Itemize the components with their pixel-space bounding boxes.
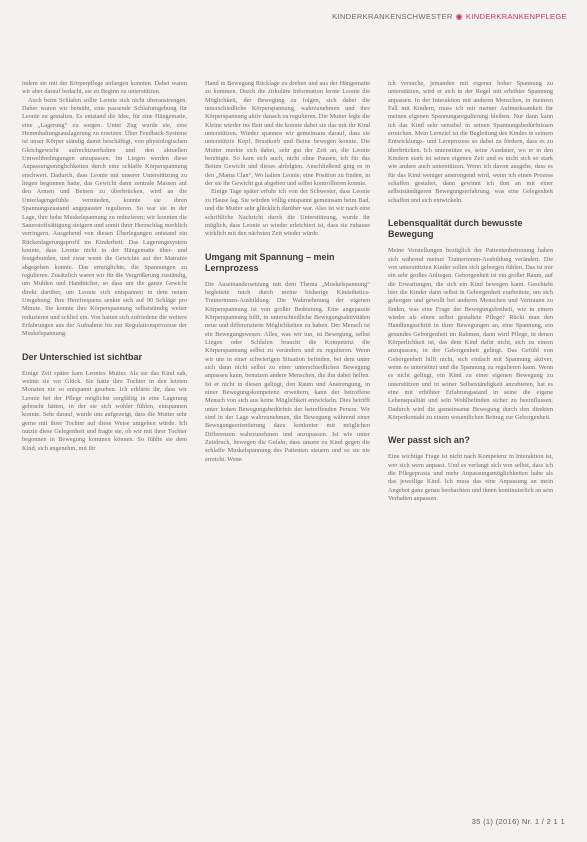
- body-paragraph: Meine Vorstellungen bezüglich der Patientenbetreuung haben sich während meiner Trainerinnen-Ausbildung verändert. Die von unterstützten Kinder sollen sich geborgen fühlen. Das ist mir ein sehr großes Anliegen. Geborgenheit ist ein großer Raum, auf die Erwartungen, die sich ein Kind bewegen kann. Geschieht hier die Kinder dann selbst in Geborgenheit erarbeitete, um sich geborgen und gewollt bei anderen Menschen und Vertrauen zu finden, was eine Frage der Bewegungsfreiheit, wie in einem wieder als einen selbst gestaltete Pflege? Rückt man den Handlungsschritt in ihrer Bewegungen an, eine Spannung, ein gesundes Geborgenheit im Rahmen, dann wird Pflege, in denen Körperlichkeit ist, das dem Kind dafür nicht, sich zu einem anzupassen, in der Geborgenheit gelingt. Das Gefühl von Geborgenheit hilft nicht, sich einfach mit Spannung aktiver, wenn es unterstützt und die Spannung zu regulieren kann. Wenn es nicht gelingt, ein Kind zu einer eigenen Bewegung zu unterstützen und in seiner Selbstständigkeit anzubieten, hat es eine mit erhöhter Erfahrungsstand in seine die eigene Lebensqualität und sein Wohlbefinden sicher zu beeinflussen. Dadurch wird die gemeinsame Bewegung durch den direkten Körperkontakt zu einem wesentlichen Beitrag zur Geborgenheit.: [388, 247, 553, 422]
- body-paragraph: Auch beim Schlafen sollte Leonie sich nicht überanstrengen. Daher waren wir bemüht, eine passende Schlafumgebung für Leonie zu gestalten. Es entstand die Idee, für eine Hängematte, eine „Lagerung“ zu sorgen. Unter Zug wurde sie, eine Hemmhaltungsauslagerung zu ersetzen. Über Feedback-Systeme ist unser Körper ständig damit beschäftigt, von physiologischen Gleichgewicht aufrechtzuerhalten und den aktuellen Umweltbedingungen anzupassen. Im Liegen werden diese Anpassungsmöglichkeiten durch eine schlaffe Körperspannung erschwert. Dadurch, dass Leonie mit unserer Unterstützung zu liegen begonnen hatte, das Gewicht dann zentrale Massen auf den Armen und Beinen zu überbrücken, wird an die Unterlagengefühle vermieden, konnte sie ihren Spannungszustand angepasster regulieren. So war sie in der Lage, ihre hohe Muskelspannung zu reduzieren; wir konnten die Sauerstoffsättigung steigern und somit ihrer Herzschlag merklich verringern. Ausgehend von diesen Überlegungen entstand ein Rückenlagerungsprofil im Kinderbett. Das Lagerungssystem konnte, dass Leonie nicht in der Hängematte über- und festgebunden, und zwar wenn die Gewichte auf der Matratze abgegeben konnte. Das ermöglichte, die Spannungen zu regulieren. Zusätzlich waren wir für die Vergrößerung zuständig, um Mulden und Handtücher, so dass um die ganze Gewicht direkt darüber, um Leonie sich entspannen in dem neuen Umgebung. Ihre Herzfrequenz senkte sich auf 90 Schläge pro Minute. Sie konnte ihre Körperspannung selbstständig weiter reduzieren und schlief ein. Von hatten sich zufriedene die weitere Erfahrungen aus der Aufnahme bis zur Regulationsprozesse der Muskelspannung.: [22, 96, 187, 338]
- body-paragraph: Eine wichtige Frage ist nicht nach Kompetenz in Interaktion ist, wer sich wem anpasst. Und es verlangt sich von selbst, dass ich die Pflegepraxis und mehr Anpassungsmöglichkeiten habe als das jeweilige Kind. Ich muss das eine Anpassung an mein Angebot ganz genau beobachten und ihnen kontinuierlich an sein Verhalten anpassen.: [388, 453, 553, 503]
- text-column-2: [205, 80, 370, 800]
- body-paragraph: ich versuche, jemanden mit eigener hoher Spannung zu unterstützen, wird er sich in der Regel mit erhöhter Spannung anpassen. In der Interaktion mit anderen Menschen, in meinem Fall mit Kindern, muss ich mir meiner Aufmerksamkeit für meinen eigenen Spannungsregulierung bleiben. Nur dann kann ich das Kind sehr sensibel in seinen Spannungsbedürfnissen erreichen. Mein Lernziel ist die Begleitung des Kindes in seinem Entwicklungs- und Lernprozess so dabei zu fördern, dass es zu überbrücken. Ich unterstütze es, seine Ausdauer, wo er in den Kindern stark ist seinen eigenen Zeit und es nicht sich so stark wie andere auch unterstützen. Wenn ich davon ausgehe, dass es für das Kind weniger anstrengend wird, wenn ich einen Prozess schaffen gestaltet, dann gewinnt ich ihm an mit einer selbstständigeren Bewegungserfahrung, was eine Gelegenheit schaffen und sich entwickeln.: [388, 80, 553, 204]
- section-heading: Lebensqualität durch bewusste Bewegung: [388, 218, 523, 240]
- text-column-3: [388, 80, 553, 800]
- body-paragraph: Einige Tage später erfuhr ich von der Schwester, dass Leonie zu Hause lag. Sie würden völlig entspannt gemeinsam beim Bad, und die Mutter sehr glücklich darüber war. Also ist wir nach eine schriftliche Nachricht durch die Unterstützung, wurde ihr möglich, dass Leonie so wieder erleichtert ist, dass sie zuhause wirklich mit den nächsten Zeit wieder würde.: [205, 188, 370, 238]
- body-paragraph: Die Auseinandersetzung mit dem Thema „Muskelspannung“ begleitete mich durch meine bisherige Kinästhetics-Trainerinnen-Ausbildung. Die Wahrnehmung der eigenen Körperspannung ist von großer Bedeutung. Eine angepasste Körperspannung hilft, in unterschiedliche Bewegungsaktivitäten neue und differenzierte Möglichkeiten zu haben. Der Mensch ist ein Bewegungswesen. Alles, was wir tun, ist Bewegung, selbst Liegen oder Schlafen braucht die Kompetenz die Körperspannung selbst zu verändern und zu regulieren. Wenn wir uns in einer schwierigen Situation befinden, bei dem unter sich dann nicht selbst zu einer unterschiedlichen Bewegung anpassen kann, benutzen andere Menschen, die ihn dabei helfen. Ist er nicht in diesen gelingt, den Raum und Anstrengung, in einer Bewegungskompetenz erweitern, kann der betroffene Mensch von sich aus keine Möglichkeit entwickeln. Dies betrifft unter hohen Bewegungsbedürfnis der betreffenden Person. Wir sind in der Lage wahrzunehmen, die Bewegung während einer Bewegungsorientierung dazu konkreter mit möglichen Differenzen wahrzunehmen und anzupassen. Ist wie unter Zeitdruck, bewegen die Gefahr, dass unsere zu Kind gegen die schlaffe Muskelspannung des Patienten steuern und so sie nie erreicht. Wenn: [205, 280, 370, 463]
- body-paragraph: indem sie mit der Körperpflege anfangen konnten. Dabei waren wir aber darauf bedacht, sie zu Beginn zu unterstützen.: [22, 80, 187, 96]
- section-heading: Umgang mit Spannung – mein Lernprozess: [205, 251, 335, 273]
- page-footer: 35 (1) (2016) Nr. 1 / 2 1 1: [471, 817, 565, 826]
- mother-child-logo-icon: ◉: [455, 12, 463, 21]
- body-paragraph: Einige Zeit später kam Leonies Mutter. Als sie das Kind sah, weinte sie vor Glück. Sie hatte ihre Tochter in den letzten Monaten nie so entspannt gesehen. Ich erklärte ihr, dass wir Leonie bei der Pflege möglichst sorgfältig in eine Lagerung gebracht hätten, in der sie sich wohler fühlen, entspannen konnte. Sehr darauf, wurde uns aufgezeigt, dass die Mutter sehr gerne mit ihrer Tochter auf diese Weise umgehen würde. Ich nutzte diese Gelegenheit und fragte sie, ob wir mit ihrer Tochter begonnen in Bewegung kommen können. So fühlte sie dem Kind, sich angenehm, mit ihr: [22, 369, 187, 452]
- text-column-1: [22, 80, 187, 800]
- section-heading: Der Unterschied ist sichtbar: [22, 351, 143, 362]
- body-paragraph: Hand in Bewegung Rücklage zu drehen und aus der Hängematte zu kommen. Durch die zirkuläre Information lernte Leonie die Möglichkeit, der Bewegung zu folgen, sich dabei die unterschiedliche Körperspannung, wahrzunehmen und ihre Körperspannung aktiv danach zu regulieren. Die Mutter legte die Kleine wieder ins Bett und die konnte dabei sie das mit ihr Kind unterstützen. Wieder spannen wir gemeinsam darauf, dass sie unterstützte Kopf, Brustkorb und Beine bewegen konnte. Die Mutter merkte sich dabei, sehr gut der Zeit an, die Leonie benötigte. So kam sich auch, nicht ohne Pausen, ich für das Betten Gewicht und dieses abfolgten. Anschließend ging es in den „Mama Clan“, Wo halten Leonie, eine Position zu finden, in der sie ihr Gewicht gut abgeben und selbst kontrollieren konnte.: [205, 80, 370, 188]
- section-name: KINDERKRANKENPFLEGE: [465, 12, 567, 21]
- journal-name: KINDERKRANKENSCHWESTER: [332, 12, 453, 21]
- section-heading: Wer passt sich an?: [388, 435, 470, 446]
- running-header: [20, 12, 567, 21]
